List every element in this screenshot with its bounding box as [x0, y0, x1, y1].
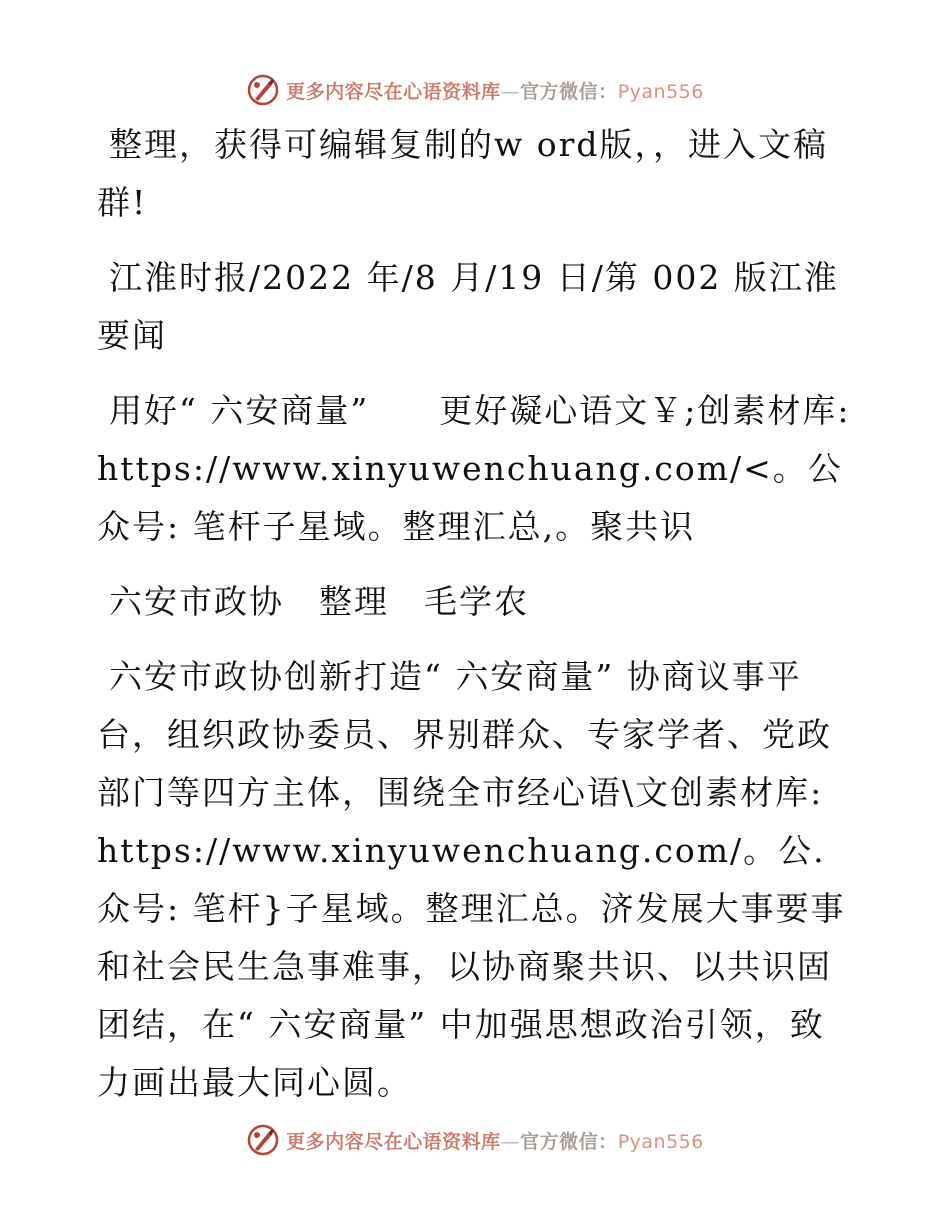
pen-logo-icon: [246, 1123, 280, 1157]
paragraph-5: 六安市政协创新打造“ 六安商量” 协商议事平台，组织政协委员、界别群众、专家学者、党政部门等四方主体，围绕全市经心语\文创素材库: https://www.xinyuwenchuang.com/。公.众号: 笔杆}子星域。整理汇总。济发展大事要事和社会民生急事难事，以协商聚共识、以共识固团结，在“ 六安商量” 中加强思想政治引领，致力画出最大同心圆。: [97, 657, 846, 1102]
document-body: [97, 116, 857, 1129]
paragraph-1: 整理，获得可编辑复制的w ord版，，进入文稿群!: [97, 125, 829, 222]
banner-account: Pyan556: [617, 1130, 704, 1153]
banner-wechat-label: 官方微信：: [520, 80, 618, 103]
paragraph-3: 用好“ 六安商量” 更好凝心语文￥;创素材库: https://www.xinyuwenchuang.com/<。公众号: 笔杆子星域。整理汇总,。聚共识: [97, 391, 851, 546]
banner-separator: —: [500, 80, 521, 103]
header-banner-text: [286, 77, 704, 104]
footer-banner-text: [286, 1127, 704, 1154]
footer-banner: [0, 1120, 950, 1160]
banner-account: Pyan556: [617, 80, 704, 103]
paragraph-2: 江淮时报/2022 年/8 月/19 日/第 002 版江淮要闻: [97, 258, 839, 355]
banner-main-text: 更多内容尽在心语资料库: [286, 1130, 501, 1153]
pen-logo-icon: [246, 73, 280, 107]
banner-separator: —: [500, 1130, 521, 1153]
banner-main-text: 更多内容尽在心语资料库: [286, 80, 501, 103]
header-banner: [0, 70, 950, 110]
banner-wechat-label: 官方微信：: [520, 1130, 618, 1153]
paragraph-4: 六安市政协 整理 毛学农: [109, 582, 529, 621]
